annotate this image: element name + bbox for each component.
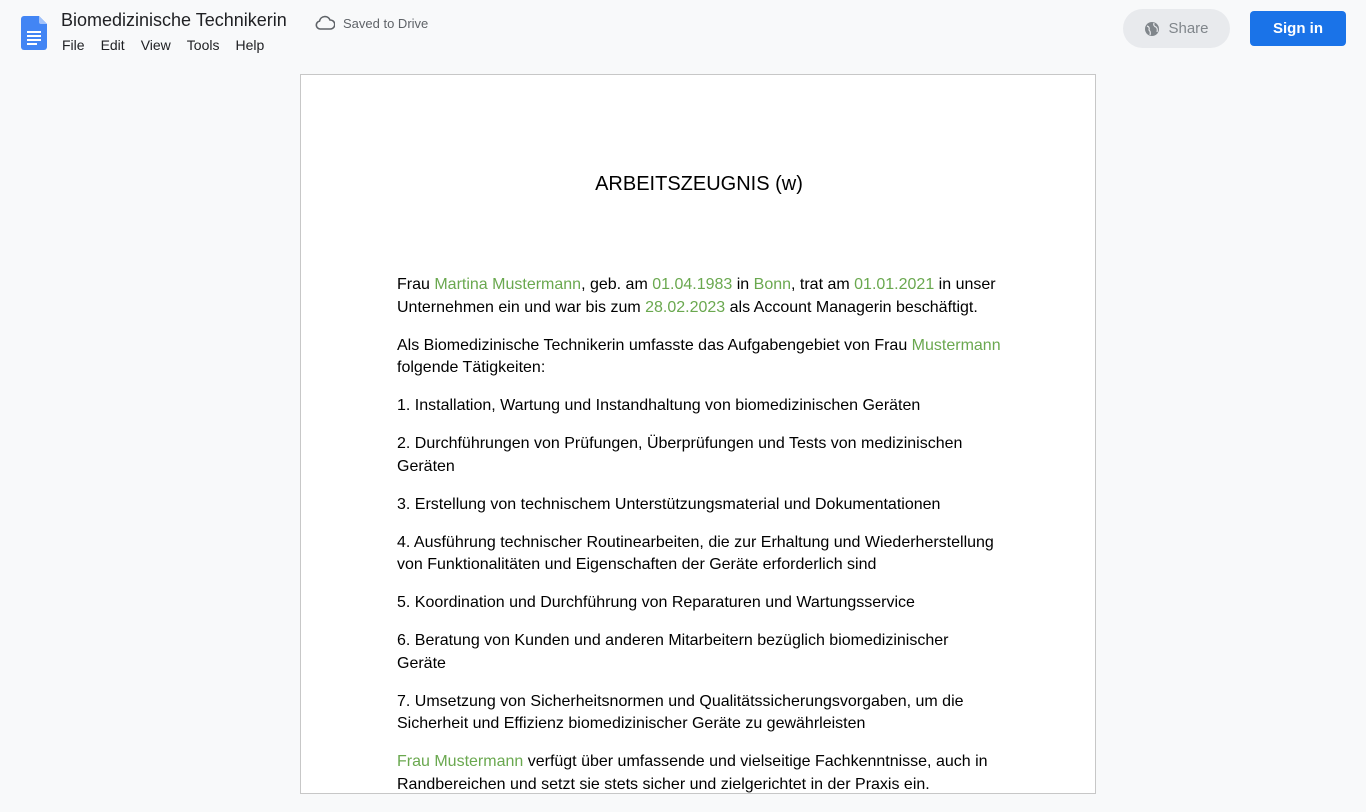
cloud-done-icon [315, 15, 335, 31]
document-body [397, 274, 1001, 812]
task-item: 5. Koordination und Durchführung von Reparaturen und Wartungsservice [397, 594, 915, 611]
document-title[interactable]: Biomedizinische Technikerin [61, 10, 287, 30]
save-status[interactable] [315, 14, 428, 32]
document-heading: ARBEITSZEUGNIS (w) [595, 173, 803, 195]
closing-paragraph [397, 751, 1001, 796]
task-item: 1. Installation, Wartung und Instandhaltung von biomedizinischen Geräten [397, 397, 921, 414]
globe-icon [1144, 21, 1160, 37]
task-item: 6. Beratung von Kunden und anderen Mitarbeitern bezüglich biomedizinischer Geräte [397, 632, 949, 672]
scope-paragraph [397, 335, 1001, 380]
birth-date: 01.04.1983 [652, 276, 733, 293]
employee-surname: Mustermann [911, 336, 1001, 354]
scope-text: Als Biomedizinische Technikerin umfasste das Aufgabengebiet von Frau [397, 336, 912, 354]
closing-text: verfügt über umfassende und vielseitige Fachkenntnisse, auch in Randbereichen und setzt sie stets sicher und zielgerichtet in der Praxis ein. [397, 753, 988, 793]
save-status-label: Saved to Drive [343, 15, 429, 31]
document-page[interactable] [300, 74, 1096, 794]
start-date: 01.01.2021 [854, 276, 935, 293]
share-button[interactable] [1123, 9, 1230, 48]
intro-text: , trat am [791, 276, 855, 293]
google-docs-icon[interactable] [21, 16, 47, 50]
task-item: 3. Erstellung von technischem Unterstützungsmaterial und Dokumentationen [397, 495, 941, 513]
intro-text: als Account Managerin beschäftigt. [725, 298, 978, 316]
menu-tools[interactable]: Tools [186, 37, 220, 53]
intro-text: in unser Unternehmen ein und war bis zum [397, 276, 996, 316]
menu-view[interactable]: View [140, 37, 171, 53]
sign-in-button[interactable]: Sign in [1250, 11, 1346, 46]
birth-city: Bonn [753, 276, 792, 293]
task-item: 2. Durchführungen von Prüfungen, Überprüfungen und Tests von medizinischen Geräten [397, 435, 963, 475]
menu-file[interactable]: File [62, 37, 85, 53]
share-button-label: Share [1168, 20, 1209, 37]
app-header [0, 0, 1366, 66]
intro-text: Frau [397, 276, 435, 293]
menu-edit[interactable]: Edit [100, 37, 125, 53]
employee-reference: Frau Mustermann [397, 753, 524, 770]
scope-text: folgende Tätigkeiten: [397, 359, 546, 376]
menu-bar [62, 37, 280, 53]
menu-help[interactable]: Help [235, 37, 265, 53]
task-item: 7. Umsetzung von Sicherheitsnormen und Qualitätssicherungsvorgaben, um die Sicherheit und Effizienz biomedizinischer Geräte zu gewährleisten [397, 692, 964, 732]
end-date: 28.02.2023 [645, 298, 726, 316]
employee-name: Martina Mustermann [434, 276, 582, 293]
task-item: 4. Ausführung technischer Routinearbeiten, die zur Erhaltung und Wiederherstellung von Funktionalitäten und Eigenschaften der Geräte erforderlich sind [397, 533, 994, 573]
intro-paragraph [397, 274, 1001, 319]
intro-text: in [732, 276, 754, 293]
intro-text: , geb. am [581, 276, 653, 293]
